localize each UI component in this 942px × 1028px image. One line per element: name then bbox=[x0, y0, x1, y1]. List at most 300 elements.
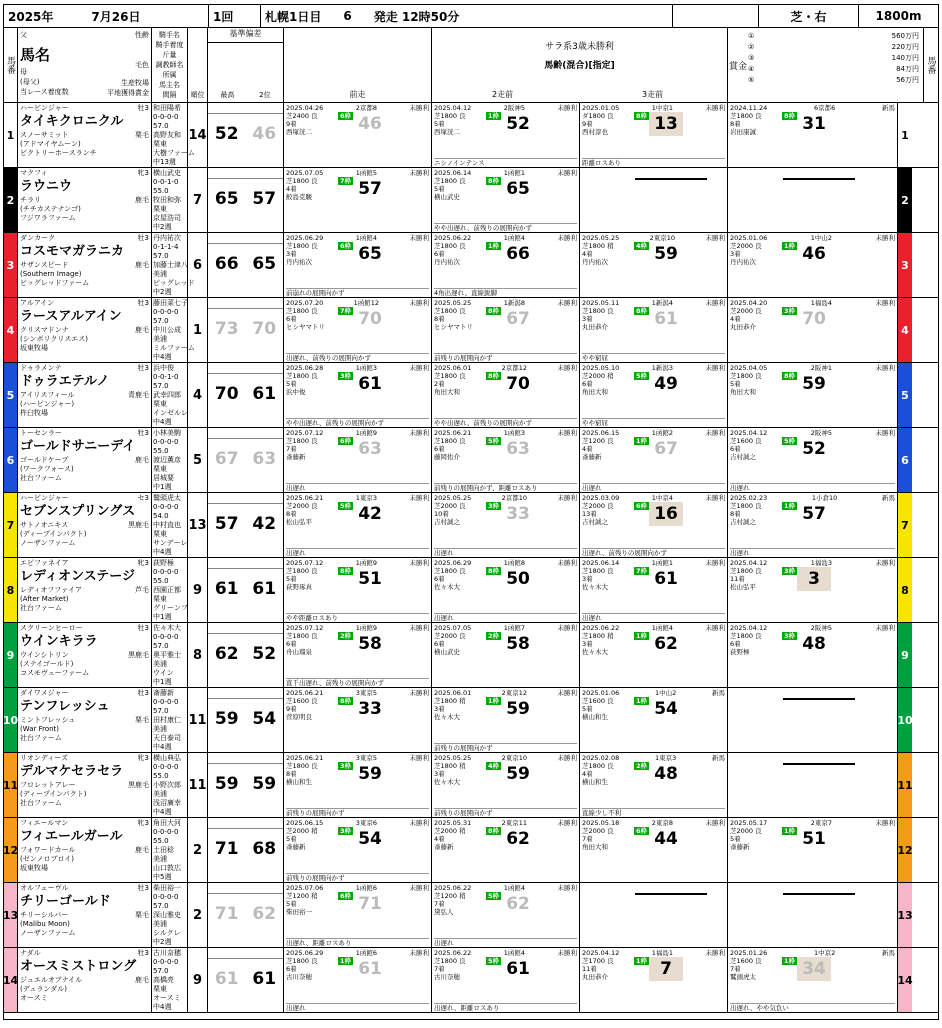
race-place: 1中京1 bbox=[651, 104, 673, 112]
base-top bbox=[208, 168, 283, 179]
race-date: 2025.04.12 bbox=[434, 104, 472, 112]
race-class: 新馬 bbox=[712, 689, 725, 697]
gate-badge: 1枠 bbox=[340, 957, 352, 965]
col-jockey-l4: 調教師名 bbox=[155, 61, 184, 69]
carried-weight: 55.0 bbox=[153, 447, 169, 455]
rest-interval: 中2週 bbox=[153, 938, 172, 946]
race-index: 16 bbox=[649, 502, 683, 526]
race-place: 2阪神5 bbox=[810, 429, 832, 437]
jockey-name: 浜中俊 bbox=[153, 364, 174, 372]
race-distance: 芝1800 良 bbox=[434, 372, 466, 380]
race-result: 8着 bbox=[434, 315, 445, 323]
race-result: 3着 bbox=[582, 575, 593, 583]
owner-name: オースミ bbox=[153, 994, 181, 1002]
base-deviation bbox=[208, 233, 284, 297]
horse-info bbox=[18, 883, 152, 947]
race-mid bbox=[338, 307, 353, 331]
race-prev-4 bbox=[728, 688, 898, 752]
race-place: 1福島1 bbox=[651, 949, 673, 957]
race-left bbox=[286, 892, 338, 916]
race-place: 1新潟3 bbox=[651, 364, 673, 372]
race-result: 8着 bbox=[286, 770, 297, 778]
race-mid bbox=[338, 372, 353, 396]
race-body bbox=[286, 892, 429, 916]
jockey-record: 0-1-1-4 bbox=[153, 243, 179, 251]
race-comment: 前崩れの展開向かず bbox=[286, 288, 429, 297]
race-left bbox=[434, 502, 486, 526]
gate-badge: 1枠 bbox=[636, 437, 648, 445]
race-place: 3東京5 bbox=[355, 754, 377, 762]
race-comment: 前残りの展開向かず bbox=[286, 873, 429, 882]
race-distance: 芝1600 良 bbox=[730, 437, 762, 445]
race-jockey: 岩田康誠 bbox=[730, 128, 756, 136]
race-comment: 前残りの展開向かず bbox=[434, 743, 577, 752]
race-mid bbox=[338, 697, 353, 721]
owner-name: 浅沼廣幸 bbox=[153, 799, 181, 807]
race-head bbox=[434, 624, 577, 632]
col-jockey bbox=[152, 28, 188, 102]
col-prize bbox=[728, 28, 924, 102]
race-head bbox=[434, 234, 577, 242]
sire-line bbox=[20, 624, 149, 633]
race-index: 59 bbox=[506, 699, 530, 719]
race-condition: 馬齢(混合)[指定] bbox=[544, 61, 615, 71]
gate-badge: 3枠 bbox=[488, 502, 500, 510]
jockey-record: 0-0-0-0 bbox=[153, 958, 179, 966]
race-body bbox=[434, 112, 577, 136]
race-result: 6着 bbox=[286, 965, 297, 973]
trainer-name: 加藤士津八 bbox=[153, 261, 188, 269]
race-date: 2025.06.29 bbox=[286, 234, 324, 242]
base-top bbox=[208, 623, 283, 634]
race-place: 3東京5 bbox=[355, 689, 377, 697]
start-time: 発走 12時50分 bbox=[373, 9, 460, 24]
horse-info bbox=[18, 623, 152, 687]
race-mid bbox=[486, 567, 501, 591]
rest-interval: 中1週 bbox=[153, 678, 172, 686]
empty-box bbox=[635, 893, 707, 895]
race-comment: 出遅れ、前残りの展開向かず bbox=[286, 353, 429, 362]
race-result: 6着 bbox=[582, 380, 593, 388]
horse-number-right: 8 bbox=[898, 558, 912, 622]
race-left bbox=[286, 112, 338, 136]
sex-age: 牡3 bbox=[137, 299, 149, 307]
race-body bbox=[434, 177, 577, 201]
base-deviation bbox=[208, 948, 284, 1012]
race-result: 4着 bbox=[730, 315, 741, 323]
race-place: 2京都10 bbox=[501, 494, 528, 502]
race-prev-2 bbox=[432, 753, 580, 817]
horse-name: レディオンステージ bbox=[20, 569, 136, 584]
race-prev-3 bbox=[580, 493, 728, 557]
race-comment: やや窮屈 bbox=[582, 418, 725, 427]
trainer-name: 高橋亮 bbox=[153, 976, 174, 984]
base-top bbox=[208, 233, 283, 244]
race-index: 48 bbox=[654, 764, 678, 784]
race-comment: 前残りの展開向かず、距離ロスあり bbox=[434, 483, 577, 492]
race-distance: 芝1600 良 bbox=[286, 697, 318, 705]
race-result: 6着 bbox=[286, 315, 297, 323]
race-prev-4 bbox=[728, 298, 898, 362]
owner-name: サンデーレ bbox=[153, 539, 188, 547]
race-class: 未勝利 bbox=[409, 949, 429, 957]
horse-number-right: 1 bbox=[898, 103, 912, 167]
coat-color: 栗毛 bbox=[135, 716, 149, 724]
race-distance: 芝2000 良 bbox=[286, 502, 318, 510]
race-prev-2 bbox=[432, 168, 580, 232]
race-jockey: 西村淳也 bbox=[582, 128, 608, 136]
second-index: 61 bbox=[252, 579, 277, 599]
race-date: 2025.06.01 bbox=[434, 364, 472, 372]
race-left bbox=[434, 697, 486, 721]
jockey-name: 古川奈穂 bbox=[153, 949, 181, 957]
race-mid bbox=[634, 762, 649, 786]
race-distance: 芝2000 良 bbox=[730, 827, 762, 835]
race-result: 4着 bbox=[582, 445, 593, 453]
rest-interval: 中5週 bbox=[153, 873, 172, 881]
race-result: 10着 bbox=[434, 510, 449, 518]
sire-line bbox=[20, 104, 149, 113]
race-index: 70 bbox=[506, 374, 530, 394]
race-index: 33 bbox=[506, 504, 530, 524]
race-prev-2 bbox=[432, 623, 580, 687]
race-mid bbox=[782, 957, 797, 981]
race-prev-1 bbox=[284, 558, 432, 622]
race-mid bbox=[338, 437, 353, 461]
trainer-name: 中川公成 bbox=[153, 326, 181, 334]
dam-name: サザンスピード bbox=[20, 261, 69, 269]
race-info bbox=[261, 5, 673, 27]
horse-row bbox=[4, 298, 938, 363]
horse-rows bbox=[4, 103, 938, 1013]
race-left bbox=[434, 957, 486, 981]
race-date: 2025.06.21 bbox=[286, 494, 324, 502]
base-top-l bbox=[208, 753, 283, 763]
stable-region: 栗東 bbox=[153, 465, 167, 473]
dam-line bbox=[20, 846, 149, 855]
rest-interval: 中4週 bbox=[153, 743, 172, 751]
base-values bbox=[208, 179, 283, 219]
sire-line bbox=[20, 299, 149, 308]
coat-color: 栗毛 bbox=[135, 911, 149, 919]
race-class: 未勝利 bbox=[557, 884, 577, 892]
race-mid bbox=[486, 957, 501, 981]
carried-weight: 57.0 bbox=[153, 317, 169, 325]
owner-name: 大樹ファーム bbox=[153, 149, 195, 157]
race-class: 未勝利 bbox=[557, 819, 577, 827]
damsire-name: (ハービンジャー) bbox=[20, 400, 75, 408]
race-head bbox=[434, 559, 577, 567]
base-top bbox=[208, 558, 283, 569]
sire-line bbox=[20, 754, 149, 763]
race-date: 2025.06.22 bbox=[434, 884, 472, 892]
race-date: 2025.02.23 bbox=[730, 494, 768, 502]
race-jockey: 佐々木大 bbox=[434, 713, 460, 721]
race-left bbox=[582, 307, 634, 331]
jockey-name: 小林美駒 bbox=[153, 429, 181, 437]
trainer-name: 西園正都 bbox=[153, 586, 181, 594]
horse-info bbox=[18, 558, 152, 622]
race-body bbox=[582, 502, 725, 526]
breeder-farm: 社台ファーム bbox=[20, 734, 62, 742]
meeting-number: 1回 bbox=[209, 5, 261, 27]
race-result: 5着 bbox=[582, 705, 593, 713]
sire-line bbox=[20, 429, 149, 438]
col-sire-label: 父 bbox=[20, 31, 27, 39]
gate-badge: 2枠 bbox=[488, 632, 500, 640]
race-place: 1函館3 bbox=[355, 364, 377, 372]
race-day: 7月26日 bbox=[91, 9, 141, 24]
sire-name: リオンディーズ bbox=[20, 754, 69, 762]
race-mid bbox=[782, 112, 797, 136]
horse-number-right: 13 bbox=[898, 883, 912, 947]
race-distance: 芝1800 良 bbox=[434, 307, 466, 315]
best-index: 59 bbox=[214, 709, 239, 729]
race-jockey: 松山弘平 bbox=[286, 518, 312, 526]
race-place: 1函館3 bbox=[503, 429, 525, 437]
carried-weight: 55.0 bbox=[153, 187, 169, 195]
owner-name: シルクレ bbox=[153, 929, 181, 937]
dam-line bbox=[20, 781, 149, 790]
race-comment: やや窮屈 bbox=[582, 353, 725, 362]
race-date: 2025.07.12 bbox=[286, 559, 324, 567]
base-top-l bbox=[208, 233, 283, 243]
race-date: 2025.05.25 bbox=[434, 494, 472, 502]
dam-line bbox=[20, 456, 149, 465]
race-index: 70 bbox=[358, 309, 382, 329]
best-index: 62 bbox=[214, 644, 239, 664]
race-head bbox=[730, 364, 895, 372]
race-distance: 芝2000 良 bbox=[730, 242, 762, 250]
race-head bbox=[730, 104, 895, 112]
race-left bbox=[286, 632, 338, 656]
race-class: 未勝利 bbox=[409, 299, 429, 307]
base-deviation bbox=[208, 558, 284, 622]
race-left bbox=[582, 567, 634, 591]
race-body bbox=[286, 372, 429, 396]
gate-badge: 8枠 bbox=[784, 372, 796, 380]
sire-name: トーセンラー bbox=[20, 429, 62, 437]
race-left bbox=[286, 697, 338, 721]
race-mid bbox=[486, 307, 501, 331]
empty-box bbox=[635, 178, 707, 180]
race-prev-1 bbox=[284, 753, 432, 817]
race-head bbox=[582, 299, 725, 307]
race-comment: 距離ロスあり bbox=[582, 158, 725, 167]
gate-badge: 6枠 bbox=[340, 892, 352, 900]
horse-name: ウインキララ bbox=[20, 634, 98, 649]
race-place: 1函館4 bbox=[503, 234, 525, 242]
race-date: 2025.04.26 bbox=[286, 104, 324, 112]
race-class: 未勝利 bbox=[409, 104, 429, 112]
base-deviation bbox=[208, 298, 284, 362]
race-result: 6着 bbox=[286, 640, 297, 648]
race-result: 6着 bbox=[434, 445, 445, 453]
race-head bbox=[286, 299, 429, 307]
race-index: 67 bbox=[654, 439, 678, 459]
race-comment: 直線少し不利 bbox=[582, 808, 725, 817]
horse-row bbox=[4, 428, 938, 493]
race-class: 未勝利 bbox=[557, 169, 577, 177]
jockey-record: 0-0-0-0 bbox=[153, 893, 179, 901]
race-result: 5着 bbox=[286, 900, 297, 908]
race-date: 2025.05.11 bbox=[582, 299, 620, 307]
race-class: 未勝利 bbox=[705, 819, 725, 827]
col-jockey-l6: 馬主名 bbox=[159, 81, 180, 89]
race-prev-1 bbox=[284, 688, 432, 752]
race-head bbox=[582, 754, 725, 762]
race-prev-1 bbox=[284, 493, 432, 557]
race-place: 1福島4 bbox=[810, 299, 832, 307]
race-mid bbox=[634, 437, 649, 461]
race-distance: 芝1800 稍 bbox=[434, 697, 466, 705]
prize-place: ② bbox=[748, 43, 755, 51]
race-comment: 出遅れ bbox=[286, 548, 429, 557]
stable-region: 美浦 bbox=[153, 725, 167, 733]
race-head bbox=[582, 234, 725, 242]
base-top-l bbox=[208, 103, 283, 113]
dam-name: チラリ bbox=[20, 196, 41, 204]
second-index: 57 bbox=[252, 189, 277, 209]
race-head bbox=[286, 624, 429, 632]
gate-badge: 3枠 bbox=[340, 762, 352, 770]
race-distance: 芝1800 稍 bbox=[582, 242, 614, 250]
sex-age: セ3 bbox=[137, 494, 149, 502]
prize-place: ① bbox=[748, 32, 755, 40]
race-jockey: 西塚洸二 bbox=[286, 128, 312, 136]
base-top-l bbox=[208, 883, 283, 893]
dam-name: フロレットアレー bbox=[20, 781, 76, 789]
race-index: 58 bbox=[358, 634, 382, 654]
jockey-record: 0-0-0-0 bbox=[153, 763, 179, 771]
race-left bbox=[286, 957, 338, 981]
race-result: 7着 bbox=[730, 965, 741, 973]
horse-row bbox=[4, 233, 938, 298]
race-body bbox=[434, 762, 577, 786]
col-jockey-l7: 間隔 bbox=[162, 91, 177, 99]
sire-name: オルフェーヴル bbox=[20, 884, 69, 892]
race-body bbox=[582, 307, 725, 331]
race-prev-4 bbox=[728, 753, 898, 817]
race-jockey: 古川奈穂 bbox=[434, 973, 460, 981]
race-date: 2025.04.12 bbox=[730, 624, 768, 632]
horse-number: 9 bbox=[4, 623, 18, 687]
coat-color: 鹿毛 bbox=[135, 456, 149, 464]
race-jockey: 浜中俊 bbox=[286, 388, 306, 396]
gate-badge: 8枠 bbox=[340, 567, 352, 575]
race-prev-1 bbox=[284, 233, 432, 297]
rank-value: 8 bbox=[188, 623, 208, 687]
col-name-label: 馬名 bbox=[20, 46, 51, 64]
race-distance: 1800m bbox=[875, 9, 922, 23]
base-top-l bbox=[208, 168, 283, 178]
jockey-name: 荻野極 bbox=[153, 559, 174, 567]
race-jockey: 西塚洸二 bbox=[434, 128, 460, 136]
horse-row bbox=[4, 363, 938, 428]
race-body bbox=[582, 372, 725, 396]
base-deviation bbox=[208, 818, 284, 882]
jockey-record: 0-0-1-0 bbox=[153, 178, 179, 186]
jockey-record: 0-0-0-0 bbox=[153, 308, 179, 316]
sire-line bbox=[20, 364, 149, 373]
race-prev-4 bbox=[728, 883, 898, 947]
race-date: 2025.05.18 bbox=[582, 819, 620, 827]
race-distance: 芝1800 良 bbox=[286, 372, 318, 380]
gate-badge: 3枠 bbox=[340, 827, 352, 835]
sex-age: 牝3 bbox=[137, 819, 149, 827]
race-jockey: 丸田恭介 bbox=[730, 323, 756, 331]
race-jockey: 吉村誠之 bbox=[730, 453, 756, 461]
gate-badge: 5枠 bbox=[340, 502, 352, 510]
jockey-info bbox=[152, 233, 195, 297]
race-result: 6着 bbox=[434, 250, 445, 258]
carried-weight: 57.0 bbox=[153, 252, 169, 260]
base-top bbox=[208, 298, 283, 309]
coat-color: 鹿毛 bbox=[135, 196, 149, 204]
damsire-name: (ワークフォース) bbox=[20, 465, 74, 473]
breeder-farm: 社台ファーム bbox=[20, 474, 62, 482]
horse-info bbox=[18, 363, 152, 427]
race-body bbox=[730, 632, 895, 656]
carried-weight: 57.0 bbox=[153, 967, 169, 975]
race-index: 61 bbox=[654, 569, 678, 589]
dam-line bbox=[20, 521, 149, 530]
base-top-l bbox=[208, 363, 283, 373]
race-place: 2京都12 bbox=[501, 364, 528, 372]
breeder-farm: ビッグレッドファーム bbox=[20, 279, 90, 287]
dam-name: チリーシルバー bbox=[20, 911, 69, 919]
race-comment: ニシノインテンス bbox=[434, 158, 577, 167]
sex-age: 牡3 bbox=[137, 624, 149, 632]
race-place: 3東京6 bbox=[355, 819, 377, 827]
base-top bbox=[208, 688, 283, 699]
race-comment: やや距離ロスあり bbox=[286, 613, 429, 622]
race-mid bbox=[634, 502, 649, 526]
empty-box bbox=[783, 763, 855, 765]
race-prev-3 bbox=[580, 818, 728, 882]
race-prev-3 bbox=[580, 298, 728, 362]
best-index: 71 bbox=[214, 904, 239, 924]
horse-row bbox=[4, 948, 938, 1013]
jockey-name: 鷲頭虎太 bbox=[153, 494, 181, 502]
gate-badge: 5枠 bbox=[488, 437, 500, 445]
sire-line bbox=[20, 234, 149, 243]
race-index: 52 bbox=[802, 439, 826, 459]
gate-badge: 5枠 bbox=[636, 372, 648, 380]
breeder-farm: ビクトリーホースランチ bbox=[20, 149, 97, 157]
race-date: 2025.06.22 bbox=[582, 624, 620, 632]
sire-name: スクリーンヒーロー bbox=[20, 624, 83, 632]
stable-region: 栗東 bbox=[153, 205, 167, 213]
race-body bbox=[582, 242, 725, 266]
race-distance: 芝1200 良 bbox=[582, 437, 614, 445]
race-prev-1 bbox=[284, 298, 432, 362]
race-mid bbox=[782, 567, 797, 591]
owner-name: インゼルレ bbox=[153, 409, 188, 417]
race-class: 未勝利 bbox=[875, 234, 895, 242]
race-index: 34 bbox=[797, 957, 831, 981]
race-index: 58 bbox=[506, 634, 530, 654]
jockey-name: 和田陽希 bbox=[153, 104, 181, 112]
dam-line bbox=[20, 261, 149, 270]
race-place: 1函館4 bbox=[503, 949, 525, 957]
base-top bbox=[208, 948, 283, 959]
horse-info bbox=[18, 818, 152, 882]
base-top bbox=[208, 493, 283, 504]
race-left bbox=[582, 957, 634, 981]
trainer-name: 小野次郎 bbox=[153, 781, 181, 789]
horse-number: 13 bbox=[4, 883, 18, 947]
